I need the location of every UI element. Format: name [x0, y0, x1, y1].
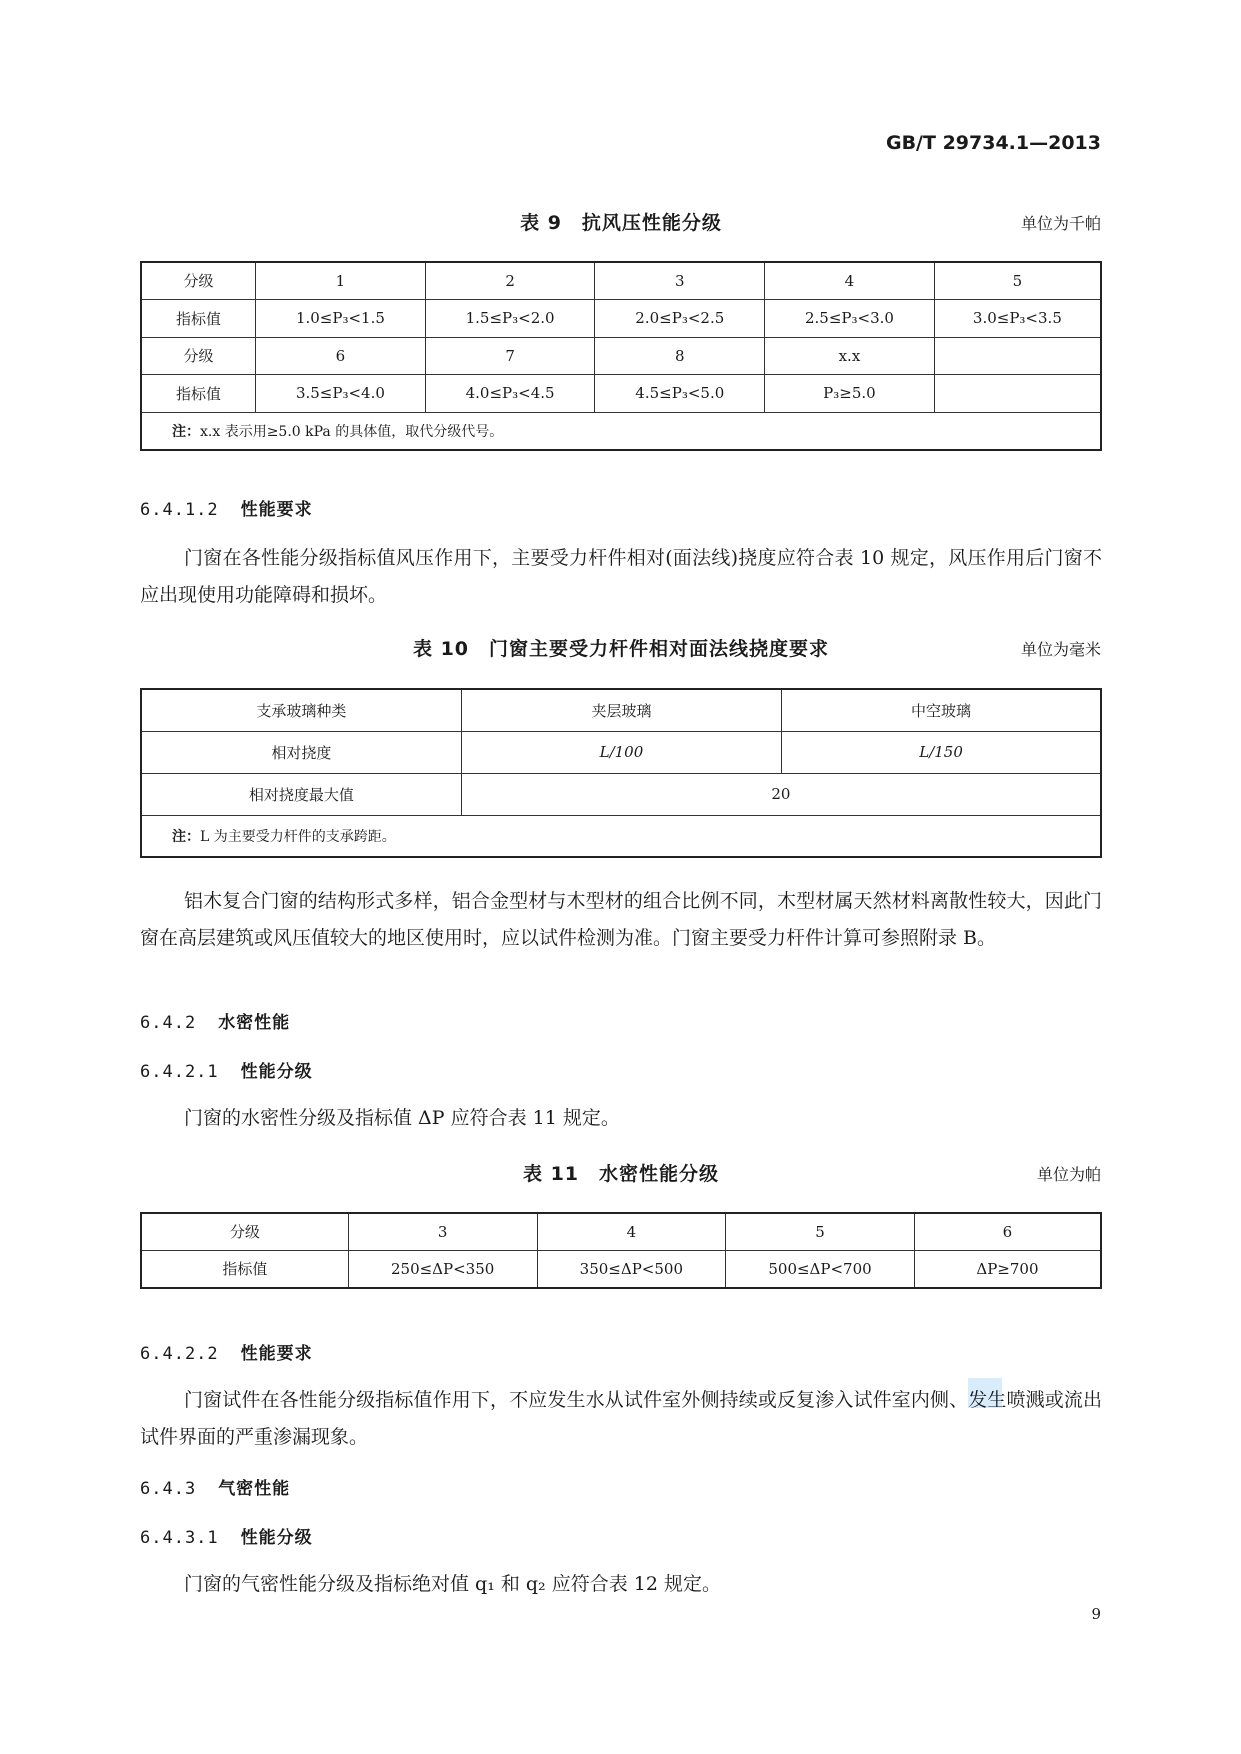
table10-unit: 单位为毫米: [1020, 640, 1101, 659]
note-text: L 为主要受力杆件的支承跨距。: [200, 828, 396, 845]
standard-code: GB/T 29734.1—2013: [885, 132, 1101, 154]
table-cell: 2.5≤P₃<3.0: [765, 299, 935, 337]
heading-6-4-2: [140, 1008, 290, 1033]
table-cell: P₃≥5.0: [765, 374, 935, 412]
note-label: 注：: [172, 423, 200, 440]
table-cell: 指标值: [141, 374, 256, 412]
table-header-cell: 中空玻璃: [782, 689, 1101, 731]
table-cell: 4.0≤P₃<4.5: [425, 374, 595, 412]
table11-title: 表 11 水密性能分级: [522, 1163, 720, 1185]
table-cell: 分级: [141, 262, 256, 299]
paragraph-6-4-2-2: 门窗试件在各性能分级指标值作用下，不应发生水从试件室外侧持续或反复渗入试件室内侧、发生喷溅或流出试件界面的严重渗漏现象。: [140, 1389, 1102, 1448]
table-row: [141, 262, 1101, 299]
table9-unit: 单位为千帕: [1020, 214, 1101, 233]
table-row: [141, 1250, 1101, 1288]
paragraph-aluminum-wood: 铝木复合门窗的结构形式多样，铝合金型材与木型材的组合比例不同，木型材属天然材料离散性较大，因此门窗在高层建筑或风压值较大的地区使用时，应以试件检测为准。门窗主要受力杆件计算可参照附录 B。: [140, 890, 1102, 949]
table9-title: 表 9 抗风压性能分级: [520, 212, 722, 234]
table-cell: 分级: [141, 1213, 348, 1250]
section-number: 6.4.1.2: [140, 500, 219, 520]
heading-6-4-3-1: [140, 1523, 313, 1548]
table-header-cell: 夹层玻璃: [461, 689, 781, 731]
paragraph-6-4-3-1: 门窗的气密性能分级及指标绝对值 q₁ 和 q₂ 应符合表 12 规定。: [184, 1573, 721, 1595]
table9-note: [141, 412, 1101, 450]
table-row: [141, 374, 1101, 412]
table-cell: 8: [595, 337, 765, 374]
section-number: 6.4.2.1: [140, 1062, 219, 1082]
paragraph-6-4-1-2: 门窗在各性能分级指标值风压作用下，主要受力杆件相对(面法线)挠度应符合表 10 规定，风压作用后门窗不应出现使用功能障碍和损坏。: [140, 547, 1102, 606]
section-title: 性能要求: [240, 1344, 313, 1364]
table-cell: L/100: [461, 731, 781, 773]
table-cell: 4: [537, 1213, 726, 1250]
table-cell: 350≤ΔP<500: [537, 1250, 726, 1288]
table-row: [141, 1213, 1101, 1250]
section-number: 6.4.3: [140, 1479, 197, 1499]
table-cell: 5: [934, 262, 1101, 299]
table-cell: [934, 337, 1101, 374]
table-cell: x.x: [765, 337, 935, 374]
table-cell: 相对挠度: [141, 731, 461, 773]
section-number: 6.4.2.2: [140, 1344, 219, 1364]
page-number: 9: [1091, 1605, 1101, 1623]
table-cell: 分级: [141, 337, 256, 374]
table-row: [141, 337, 1101, 374]
table-cell: 1: [256, 262, 426, 299]
table-cell: 7: [425, 337, 595, 374]
table-header-cell: 支承玻璃种类: [141, 689, 461, 731]
table-cell: 250≤ΔP<350: [348, 1250, 537, 1288]
table-cell: 指标值: [141, 1250, 348, 1288]
section-number: 6.4.2: [140, 1013, 197, 1033]
note-text: x.x 表示用≥5.0 kPa 的具体值，取代分级代号。: [200, 423, 504, 440]
table-cell: 1.5≤P₃<2.0: [425, 299, 595, 337]
heading-6-4-2-2: [140, 1339, 313, 1364]
table-cell: L/150: [782, 731, 1101, 773]
table-cell: 2.0≤P₃<2.5: [595, 299, 765, 337]
table-cell: 3.5≤P₃<4.0: [256, 374, 426, 412]
table-note-row: [141, 815, 1101, 857]
section-title: 性能要求: [240, 500, 313, 520]
table-cell: 20: [461, 773, 1101, 815]
table-note-row: [141, 412, 1101, 450]
table-cell: 3.0≤P₃<3.5: [934, 299, 1101, 337]
table11: [140, 1212, 1102, 1289]
table-cell: 500≤ΔP<700: [726, 1250, 915, 1288]
table10: [140, 688, 1102, 858]
table-row: [141, 731, 1101, 773]
section-title: 性能分级: [240, 1528, 313, 1548]
table10-note: [141, 815, 1101, 857]
table-row: [141, 689, 1101, 731]
section-number: 6.4.3.1: [140, 1528, 219, 1548]
table-cell: 4: [765, 262, 935, 299]
table-cell: 3: [348, 1213, 537, 1250]
section-title: 气密性能: [218, 1479, 291, 1499]
table-cell: 指标值: [141, 299, 256, 337]
table-row: [141, 773, 1101, 815]
table-cell: [934, 374, 1101, 412]
heading-6-4-1-2: [140, 495, 313, 520]
table-cell: 6: [256, 337, 426, 374]
table-cell: 1.0≤P₃<1.5: [256, 299, 426, 337]
heading-6-4-3: [140, 1474, 290, 1499]
table-cell: 5: [726, 1213, 915, 1250]
section-title: 性能分级: [240, 1062, 313, 1082]
table-row: [141, 299, 1101, 337]
table-cell: 相对挠度最大值: [141, 773, 461, 815]
note-label: 注：: [172, 828, 200, 845]
table-cell: 4.5≤P₃<5.0: [595, 374, 765, 412]
section-title: 水密性能: [218, 1013, 291, 1033]
table10-title: 表 10 门窗主要受力杆件相对面法线挠度要求: [412, 638, 830, 660]
table9: [140, 261, 1102, 451]
table-cell: 3: [595, 262, 765, 299]
paragraph-6-4-2-1: 门窗的水密性分级及指标值 ΔP 应符合表 11 规定。: [184, 1107, 620, 1129]
table-cell: 6: [914, 1213, 1101, 1250]
heading-6-4-2-1: [140, 1057, 313, 1082]
table-cell: 2: [425, 262, 595, 299]
table-cell: ΔP≥700: [914, 1250, 1101, 1288]
table11-unit: 单位为帕: [1036, 1165, 1101, 1184]
